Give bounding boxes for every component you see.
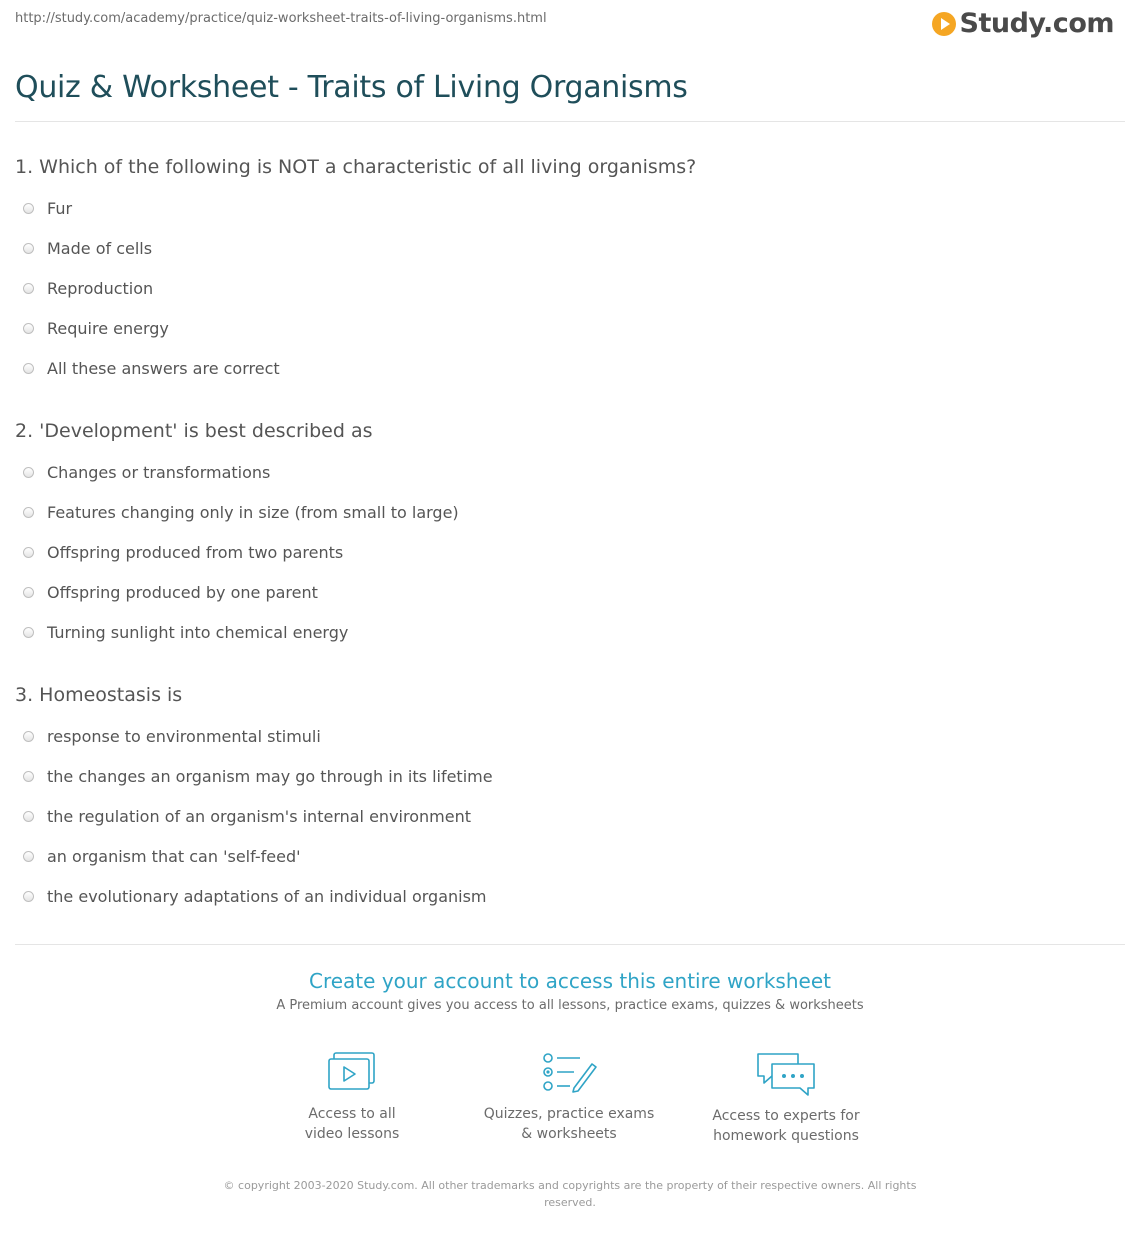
question-3 xyxy=(15,684,1125,906)
radio-icon[interactable] xyxy=(23,243,34,254)
option-label: Fur xyxy=(47,199,73,218)
answer-option[interactable] xyxy=(23,887,487,906)
cta-subtitle: A Premium account gives you access to all lessons, practice exams, quizzes & worksheets xyxy=(276,998,864,1013)
option-label: Offspring produced by one parent xyxy=(47,583,318,602)
cta-divider xyxy=(15,944,1125,945)
option-label: Turning sunlight into chemical energy xyxy=(47,623,349,642)
answer-option[interactable] xyxy=(23,199,72,218)
radio-icon[interactable] xyxy=(23,851,34,862)
radio-icon[interactable] xyxy=(23,547,34,558)
option-label: response to environmental stimuli xyxy=(47,727,321,746)
feature-quizzes xyxy=(479,1050,659,1144)
page-title: Quiz & Worksheet - Traits of Living Organisms xyxy=(15,70,688,105)
answer-option[interactable] xyxy=(23,727,321,746)
radio-icon[interactable] xyxy=(23,771,34,782)
answer-option[interactable] xyxy=(23,239,152,258)
answer-option[interactable] xyxy=(23,279,153,298)
question-title: 3. Homeostasis is xyxy=(15,684,183,706)
radio-icon[interactable] xyxy=(23,811,34,822)
feature-label: Quizzes, practice exams & worksheets xyxy=(483,1106,655,1142)
feature-label: Access to experts for homework questions xyxy=(712,1108,860,1144)
option-label: the evolutionary adaptations of an individual organism xyxy=(47,887,487,906)
title-divider xyxy=(15,121,1125,122)
page-url: http://study.com/academy/practice/quiz-worksheet-traits-of-living-organisms.html xyxy=(15,11,547,26)
radio-icon[interactable] xyxy=(23,627,34,638)
option-label: the changes an organism may go through in its lifetime xyxy=(47,767,493,786)
radio-icon[interactable] xyxy=(23,283,34,294)
option-label: All these answers are correct xyxy=(47,359,280,378)
logo-text: Study.com xyxy=(959,8,1114,39)
option-label: the regulation of an organism's internal environment xyxy=(47,807,471,826)
answer-option[interactable] xyxy=(23,319,169,338)
feature-label: Access to all video lessons xyxy=(304,1106,400,1142)
feature-video-lessons xyxy=(262,1050,442,1144)
answer-option[interactable] xyxy=(23,847,301,866)
radio-icon[interactable] xyxy=(23,731,34,742)
option-label: Require energy xyxy=(47,319,169,338)
option-label: Changes or transformations xyxy=(47,463,271,482)
chat-bubbles-icon xyxy=(754,1050,818,1098)
option-label: Reproduction xyxy=(47,279,154,298)
copyright-text: © copyright 2003-2020 Study.com. All other trademarks and copyrights are the property of their respective owners. All rights reserved. xyxy=(223,1179,917,1209)
answer-option[interactable] xyxy=(23,463,270,482)
answer-option[interactable] xyxy=(23,767,493,786)
question-1 xyxy=(15,156,1125,378)
answer-option[interactable] xyxy=(23,543,343,562)
study-logo[interactable] xyxy=(932,8,1114,39)
option-label: Features changing only in size (from small to large) xyxy=(47,503,459,522)
radio-icon[interactable] xyxy=(23,323,34,334)
radio-icon[interactable] xyxy=(23,891,34,902)
option-label: an organism that can 'self-feed' xyxy=(47,847,301,866)
video-lesson-icon xyxy=(325,1050,379,1096)
answer-option[interactable] xyxy=(23,583,318,602)
radio-icon[interactable] xyxy=(23,203,34,214)
radio-icon[interactable] xyxy=(23,363,34,374)
create-account-link[interactable]: Create your account to access this entire worksheet xyxy=(309,969,831,993)
question-2 xyxy=(15,420,1125,642)
answer-option[interactable] xyxy=(23,359,280,378)
radio-icon[interactable] xyxy=(23,467,34,478)
radio-icon[interactable] xyxy=(23,507,34,518)
play-logo-icon xyxy=(932,12,956,36)
option-label: Offspring produced from two parents xyxy=(47,543,344,562)
answer-option[interactable] xyxy=(23,623,348,642)
quiz-checklist-icon xyxy=(540,1050,598,1096)
answer-option[interactable] xyxy=(23,503,459,522)
answer-option[interactable] xyxy=(23,807,471,826)
question-title: 1. Which of the following is NOT a characteristic of all living organisms? xyxy=(15,156,697,178)
option-label: Made of cells xyxy=(47,239,153,258)
radio-icon[interactable] xyxy=(23,587,34,598)
question-title: 2. 'Development' is best described as xyxy=(15,420,373,442)
feature-experts xyxy=(696,1050,876,1146)
